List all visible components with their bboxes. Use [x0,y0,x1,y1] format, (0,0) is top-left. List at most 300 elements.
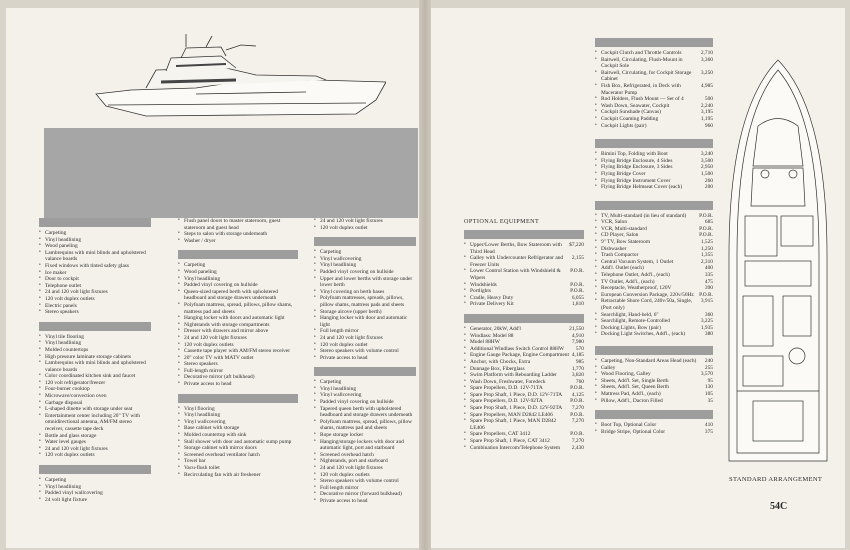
optional-column-2 [595,38,713,435]
item-label: • Swim Platform with Reboarding Ladder [470,372,557,379]
item-label: • 9" TV, Bow Stateroom [601,239,651,246]
item-price: 255 [704,364,713,371]
price-list-item [595,109,713,116]
item-price: 1,935 [700,324,713,331]
list-master-head [178,406,298,479]
item-label: • Receptacle, Weatherproof, 120V [601,285,672,292]
list-item: • Molded countertops [39,347,151,354]
item-price: 7,270 [571,438,584,445]
item-label: • Lower Control Station with Windshield & Wipers [470,268,561,281]
price-list-item [464,288,584,295]
list-item: • Stall shower with door and automatic sump pump [178,439,298,446]
item-price: 410 [704,422,713,429]
price-list-item [464,359,584,366]
list-item: • Queen-sized tapered berth with upholstered headboard and storage drawers underneath [178,289,298,302]
list-item: • 24 and 120 volt light fixtures [314,335,416,342]
price-list-item [464,445,584,452]
item-price: 1,500 [700,170,713,177]
price-list-item [595,96,713,103]
item-label: • Portlights [470,288,491,295]
item-label: • Spare Propellers, MAN D2842 LE406 [470,411,553,418]
price-list-furnishings [595,358,713,404]
item-label: • Windlass: Model 88 [470,332,514,339]
item-label: • Fish Box, Refrigerated, in Deck with Macerator Pump [601,82,681,96]
item-label: • Trash Compactor [601,252,639,259]
item-label: • Flying Bridge Enclosure, 4 Sides [601,157,673,164]
item-price: 4,985 [700,82,713,89]
section-header [464,314,584,323]
item-price: 1,250 [700,245,713,252]
price-list-mechanical [464,326,584,451]
item-label: • Flying Bridge Instrument Cover [601,177,671,184]
list-item: • Vinyl headlining [314,262,416,269]
item-label: • Cradle, Heavy Duty [470,294,514,301]
list-item: • Rope storage locker [314,432,416,439]
item-price: 1,770 [571,365,584,372]
left-column-2 [178,218,298,478]
item-price: 360 [704,311,713,318]
list-item: • 120 volt duplex outlets [178,342,298,349]
item-label: • Anchor, with Chocks, Extra [470,358,531,365]
list-item: • Carpeting [314,379,416,386]
price-list-item [595,151,713,158]
list-galley [39,334,151,459]
item-price: 3,360 [700,56,713,63]
section-header [39,218,151,227]
item-price: P.O.R. [570,411,584,418]
price-list-item [595,184,713,191]
price-list-item [464,418,584,431]
item-price: P.O.R. [570,385,584,392]
price-list-item [464,242,584,255]
item-price: 960 [704,122,713,129]
list-item: • Ice maker [39,270,151,277]
section-header [39,322,151,331]
item-price: P.O.R. [570,281,584,288]
item-price: 3,570 [700,371,713,378]
item-price: P.O.R. [699,291,713,298]
item-label: • Searchlight, Hand-held, 6" [601,311,659,318]
price-list-item [595,83,713,96]
price-list-item [595,378,713,385]
item-price: 4,125 [571,391,584,398]
price-list-item [595,70,713,83]
list-item: • Washer / dryer [178,238,298,245]
price-list-electrical [595,213,713,338]
item-label: • Retractable Shore Cord, 240v/50a, Single, (Port only) [601,298,693,311]
item-price: 1,525 [700,239,713,246]
item-label: • Docking Light Switches, Add'l., (each) [601,331,686,338]
item-label: • Baitwell, Circulating, Flush-Mount in Cockpit Sole [601,56,683,70]
price-list-item [464,405,584,412]
item-price: 95 [707,377,713,384]
list-item: • 24 volt light fixture [39,497,151,504]
price-list-item [595,123,713,130]
item-label: • Private Delivery Kit [470,301,514,308]
item-price: 1,195 [700,115,713,122]
list-salon [39,230,151,316]
price-list-item [595,429,713,436]
list-item: • 20" color TV with MATV outlet [178,355,298,362]
list-item: • Vinyl covering on berth bases [314,289,416,296]
price-list-item [595,164,713,171]
item-label: • Sheets, Add'l. Set, Single Berth [601,377,669,384]
item-label: • Spare Prop Shaft, 1 Piece, MAN D2842 LE406 [470,418,557,431]
item-price: 35 [707,397,713,404]
item-price: 685 [704,219,713,226]
item-price: 105 [704,390,713,397]
item-label: • CD Player, Salon [601,232,639,239]
list-item: • Polyfoam mattress, spread, pillows, pillow shams, mattress pad and sheets [314,419,416,432]
price-list-item [464,255,584,268]
list-item: • Padded vinyl covering on hullside [178,282,298,289]
list-item: • Electric panels [39,303,151,310]
section-header [39,465,151,474]
item-label: • Pillow, Add'l., Dacron Filled [601,397,663,404]
item-price: 21,550 [569,325,584,332]
item-price: P.O.R. [570,398,584,405]
price-list-item [464,352,584,359]
list-item: • Color coordinated kitchen sink and faucet [39,373,151,380]
section-header [464,230,584,239]
item-price: 240 [704,357,713,364]
list-item: • Hanging locker with doors and automatic light [178,315,298,322]
section-header [595,346,713,355]
price-list-item [595,226,713,233]
price-list-item [595,57,713,70]
list-item: • Vinyl tile flooring [39,334,151,341]
item-price: 760 [575,378,584,385]
list-item: • Full length mirror [314,485,416,492]
item-label: • Spare Propellers, D.D. 12V-71TA [470,385,543,392]
price-list-item [595,158,713,165]
list-item: • Carpeting [314,249,416,256]
list-item: • Cassette tape player with AM/FM stereo receiver [178,348,298,355]
price-list-item [464,326,584,333]
price-list-item [464,268,584,281]
price-list-item [595,312,713,319]
item-label: • Spare Prop Shaft, 1 Piece, CAT 3412 [470,438,550,445]
item-price: 1,355 [700,252,713,259]
item-label: • Cockpit Coaming Padding [601,115,659,122]
list-item: • 24 and 120 volt light fixtures [39,289,151,296]
price-list-item [464,379,584,386]
item-price: 3,500 [700,157,713,164]
price-list-item [595,292,713,299]
item-price: P.O.R. [570,288,584,295]
item-label: • Model 88HW [470,339,500,346]
item-price: 4,910 [571,332,584,339]
list-item: • Hanging/storage lockers with door and automatic light, port and starboard [314,439,416,452]
list-item: • Steps to salon with storage underneath [178,231,298,238]
price-list-item [595,398,713,405]
price-list-item [595,285,713,292]
price-list-cockpit [595,50,713,129]
item-label: • Additional Windlass Switch Control 88HW [470,345,565,352]
price-list-item [464,392,584,399]
item-label: • Wash Down, Seawater, Cockpit [601,102,670,109]
list-item: • 120 volt duplex outlets [39,452,151,459]
item-label: • Galley with Undercounter Refrigerator and Freezer Units [470,255,564,268]
item-label: • Rod Holders, Flush Mount — Set of 4 [601,96,684,103]
list-item: • Decorative mirror (forward bulkhead) [314,491,416,498]
list-item: • Four-burner cooktop [39,386,151,393]
item-price: P.O.R. [699,225,713,232]
list-item: • L-shaped dinette with storage under seat [39,406,151,413]
item-price: 375 [704,428,713,435]
item-label: • Wood Flooring, Galley [601,371,651,378]
list-item: • Vacu-flush toilet [178,465,298,472]
list-item: • Padded vinyl covering on hullside [314,269,416,276]
item-price: 475 [704,278,713,285]
section-header [595,38,713,47]
price-list-item [595,298,713,311]
item-label: • VCR, Salon [601,219,628,226]
price-list-item [464,339,584,346]
list-item: • 24 and 120 volt light fixtures [314,465,416,472]
item-price: 7,270 [571,418,584,425]
optional-equipment-title: OPTIONAL EQUIPMENT [464,218,540,225]
list-item: • Entertainment center including 20" TV with omnidirectional antenna, AM/FM stereo receiver, cassette tape deck [39,413,151,433]
item-price: 2,240 [700,102,713,109]
item-price: 2,310 [700,258,713,265]
item-price: 2,430 [571,444,584,451]
price-list-item [595,246,713,253]
item-label: • Central Vacuum System, 1 Outlet [601,258,674,265]
item-label: • Cockpit Sunshade (Canvas) [601,109,661,116]
price-list-item [595,391,713,398]
list-item: • Private access to head [314,355,416,362]
item-price: 3,820 [571,372,584,379]
list-item: • Vinyl headlining [39,340,151,347]
item-label: • TV, Multi-standard (in lieu of standard) [601,212,687,219]
item-price: 260 [704,177,713,184]
list-item: • Full length mirror [314,328,416,335]
list-item: • Carpeting [178,262,298,269]
item-label: • Wash Down, Freshwater, Foredeck [470,378,546,385]
item-price: 3,225 [700,318,713,325]
list-item: • Screened overhead ventilator hatch [178,452,298,459]
item-price: P.O.R. [570,431,584,438]
item-price: 380 [704,331,713,338]
list-continued [314,218,416,231]
list-item: • Polyfoam mattress, spread, pillows, pillow shams, mattress pad and sheets [178,302,298,315]
left-page [6,8,419,548]
item-price: 200 [704,184,713,191]
item-price: 1,810 [571,301,584,308]
price-list-item [595,272,713,279]
item-label: • Galley [601,364,616,371]
page-number: 54C [770,501,788,512]
item-price: 400 [704,265,713,272]
list-item: • Fixed windows with tinted safety glass [39,263,151,270]
list-item: • Lambrequins with mini blinds and upholstered valance boards [39,250,151,263]
list-item: • Full-length mirror [178,368,298,375]
item-price: 2,950 [700,164,713,171]
item-label: • Generator, 20kW, Add'l [470,325,521,332]
list-item: • Carpeting [39,477,151,484]
item-label: • Upper/Lower Berths, Bow Stateroom with Third Head [470,242,562,255]
item-price: 6,055 [571,294,584,301]
price-list-item [595,331,713,338]
price-list-item [595,116,713,123]
price-list-exterior [595,422,713,435]
list-item: • Private access to head [178,381,298,388]
item-label: • Dishwasher [601,245,627,252]
item-label: • Telephone Outlet, Add'l., (each) [601,272,670,279]
list-item: • Storage cabinet with mirror doors [178,445,298,452]
item-label: • Dunnage Box, Fiberglass [470,365,525,372]
price-list-item [595,371,713,378]
list-item: • Tapered queen berth with upholstered headboard and storage drawers underneath [314,406,416,419]
section-header [595,139,713,148]
list-item: • Stereo speakers with volume control [314,478,416,485]
list-item: • Vinyl headlining [178,412,298,419]
item-price: 3,250 [700,69,713,76]
list-item: • Nightstands, port and starboard [314,458,416,465]
list-item: • Microwave/convection oven [39,393,151,400]
list-item: • Stereo speakers with volume control [314,348,416,355]
left-column-3 [314,218,416,505]
item-label: • Docking Lights, Bow (pair) [601,324,661,331]
item-label: • Cockpit Lights (pair) [601,122,647,129]
list-item: • Water level gauges [39,439,151,446]
price-list-item [464,282,584,289]
list-item: • Padded vinyl wallcovering [39,490,151,497]
price-list-item [464,301,584,308]
price-list-item [595,213,713,220]
price-list-item [464,438,584,445]
list-item: • Vinyl headlining [39,484,151,491]
list-item: • Vinyl flooring [178,406,298,413]
list-item: • Hanging locker with door and automatic light [314,315,416,328]
item-price: 130 [704,384,713,391]
list-guest-stateroom [314,249,416,361]
price-list-item [464,385,584,392]
item-price: 500 [704,96,713,103]
list-item: • Telephone outlet [39,283,151,290]
optional-column-1 [464,230,584,451]
item-label: • Flying Bridge Cover [601,170,646,177]
item-price: 3,915 [700,298,713,305]
item-price: 3,195 [700,109,713,116]
item-price: 390 [704,285,713,292]
list-master-stateroom [178,262,298,387]
page-gutter [419,0,431,550]
item-label: • Bimini Top, Folding with Boot [601,151,668,158]
item-price: P.O.R. [699,232,713,239]
list-item: • 120 volt duplex outlets [39,296,151,303]
item-label: • VCR, Multi-standard [601,225,647,232]
specifications-panel [44,128,418,218]
item-label: • TV Outlet, Add'l., (each) [601,278,655,285]
item-label: • Spare Propellers, CAT 3412 [470,431,531,438]
section-header [178,394,298,403]
list-continued [178,218,298,244]
section-header [178,250,298,259]
section-header [314,367,416,376]
list-item: • High pressure laminate storage cabinets [39,354,151,361]
list-item: • 24 and 120 volt light fixtures [314,218,416,225]
price-list-item [464,346,584,353]
price-list-item [595,422,713,429]
list-item: • Lambrequins with mini blinds and upholstered valance boards [39,360,151,373]
item-price: 7,980 [571,339,584,346]
item-price: P.O.R. [570,268,584,275]
list-item: • Storage alcove (upper berth) [314,309,416,316]
list-item: • Stereo speakers [178,361,298,368]
price-list-item [595,365,713,372]
price-list-item [595,239,713,246]
item-price: 4,185 [571,352,584,359]
item-label: • Spare Propellers, D.D. 12V-92TA [470,398,543,405]
standard-arrangement-caption: STANDARD ARRANGEMENT [729,476,823,483]
item-price: 570 [575,345,584,352]
list-item: • 24 and 120 volt light fixtures [39,446,151,453]
price-list-flying-bridge [595,151,713,191]
item-label: • Flying Bridge Enclosure, 3 Sides [601,164,673,171]
price-list-interior [464,242,584,308]
price-list-item [595,358,713,365]
list-item: • Vinyl headlining [39,237,151,244]
item-price: $7,220 [569,242,584,248]
list-item: • Polyfoam mattresses, spreads, pillows, pillow shams, mattress pads and sheets [314,295,416,308]
price-list-item [595,252,713,259]
section-header [595,410,713,419]
list-item: • Vinyl wallcovering [314,392,416,399]
item-price: 7,270 [571,405,584,412]
left-column-1 [39,218,151,503]
list-item: • Wood paneling [39,243,151,250]
item-label: • Windshields [470,281,497,288]
list-item: • Nightstands with storage compartments [178,322,298,329]
list-item: • Garbage disposal [39,400,151,407]
item-price: 3,240 [700,151,713,158]
item-label: • Spare Prop Shaft, 1 Piece, D.D. 12V-92TA [470,405,563,412]
list-item: • Vinyl wallcovering [314,256,416,263]
list-bow-stateroom [314,379,416,504]
list-item: • Flush panel doors to master stateroom, guest stateroom and guest head [178,218,298,231]
section-header [595,201,713,210]
list-item: • Vinyl headlining [178,276,298,283]
list-item: • Decorative mirror (aft bulkhead) [178,374,298,381]
list-item: • Vinyl headlining [314,386,416,393]
list-item: • Private access to head [314,498,416,505]
item-label: • Bridge Stripe, Optional Color [601,428,666,435]
item-label: • Combination Intercom/Telephone System [470,444,561,451]
list-item: • Carpeting [39,230,151,237]
list-item: • 24 and 120 volt light fixtures [178,335,298,342]
list-companionway [39,477,151,503]
yacht-profile-illustration [86,30,386,130]
list-item: • Dresser with drawers and mirror above [178,328,298,335]
price-list-item [595,232,713,239]
item-label: • Engine Gauge Package, Engine Compartment [470,352,569,359]
list-item: • Bottle and glass storage [39,433,151,440]
price-list-item [595,318,713,325]
item-price: 335 [704,272,713,279]
list-item: • 120 volt duplex outlet [314,225,416,232]
price-list-item [595,219,713,226]
list-item: • Wood paneling [178,269,298,276]
list-item: • Padded vinyl covering on hullside [314,399,416,406]
list-item: • Molded countertop with sink [178,432,298,439]
section-header [314,237,416,246]
item-price: 2,710 [700,50,713,56]
price-list-item [464,372,584,379]
list-item: • Recirculating fan with air freshener [178,472,298,479]
item-label: • Searchlight, Remote-Controlled [601,318,670,325]
